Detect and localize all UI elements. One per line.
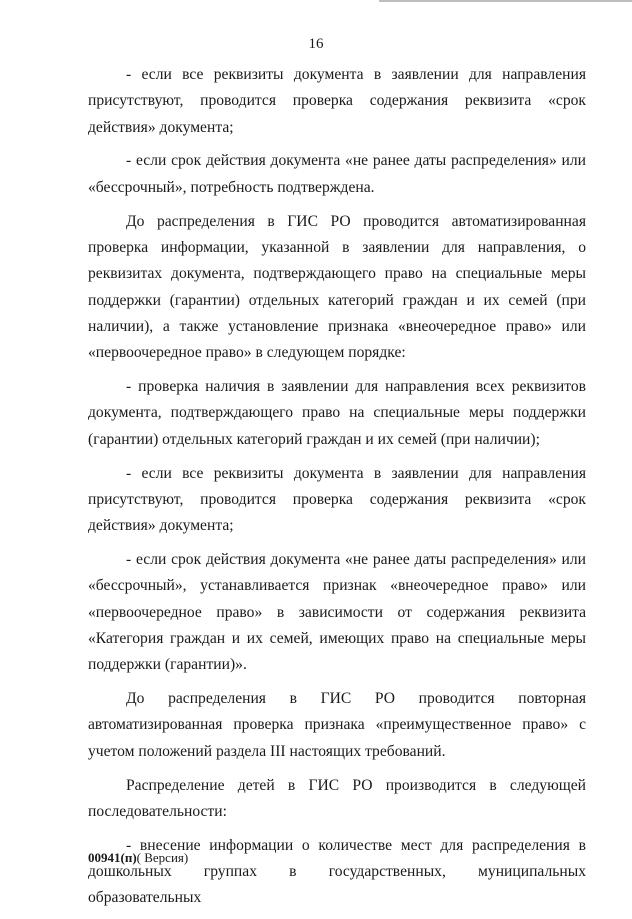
paragraph: - если срок действия документа «не ранее даты распределения» или «бессрочный», устанавливается признак «внеочередное право» или «первоочередное право» в зависимости от содержания реквизита «Категория граждан и их семей, имеющих право на специальные меры поддержки (гарантии)».	[88, 551, 586, 674]
paragraph: - если все реквизиты документа в заявлении для направления присутствуют, проводится проверка содержания реквизита «срок действия» документа;	[88, 464, 586, 535]
paragraph: - если срок действия документа «не ранее даты распределения» или «бессрочный», потребность подтверждена.	[88, 152, 586, 196]
page-number: 16	[308, 36, 324, 52]
paragraph: - если все реквизиты документа в заявлении для направления присутствуют, проводится проверка содержания реквизита «срок действия» документа;	[88, 66, 586, 136]
paragraph: До распределения в ГИС РО проводится повторная автоматизированная проверка признака «преимущественное право» с учетом положений раздела III настоящих требований.	[88, 690, 586, 760]
paragraph: - проверка наличия в заявлении для направления всех реквизитов документа, подтверждающего право на специальные меры поддержки (гарантии) отдельных категорий граждан и их семей (при наличии);	[88, 378, 586, 448]
paragraph: Распределение детей в ГИС РО производится в следующей последовательности:	[88, 776, 586, 820]
scan-top-edge	[0, 0, 632, 2]
document-code: 00941(п)	[88, 850, 137, 865]
paragraph: - внесение информации о количестве мест для распределения в дошкольных группах в государственных, муниципальных образовательных	[88, 836, 586, 907]
document-footer	[88, 850, 188, 866]
version-label: ( Версия)	[136, 850, 189, 865]
document-body	[88, 62, 586, 919]
paragraph: До распределения в ГИС РО проводится автоматизированная проверка информации, указанной в заявлении для направления, о реквизитах документа, подтверждающего право на специальные меры поддержки (гарантии) отдельных категорий граждан и их семей (при наличии), а также установление признака «внеочередное право» или «первоочередное право» в следующем порядке:	[88, 212, 586, 362]
